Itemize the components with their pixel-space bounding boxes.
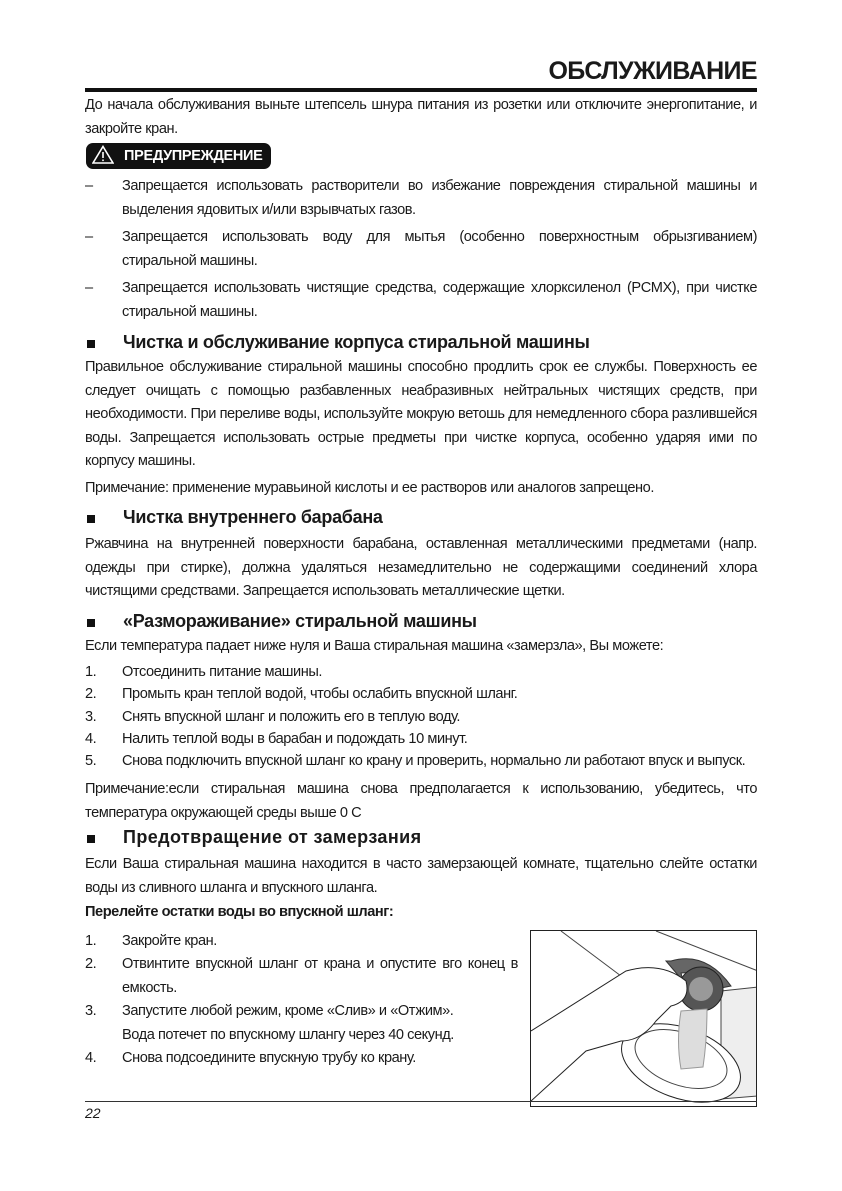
bullet-square-icon <box>85 609 123 633</box>
list-item: 4. Снова подсоедините впускную трубу ко крану. <box>85 1050 416 1067</box>
section-text: Если температура падает ниже нуля и Ваша стиральная машина «замерзла», Вы можете: <box>85 637 664 654</box>
section-note: Примечание: применение муравьиной кислоты и ее растворов или аналогов запрещено. <box>85 479 654 496</box>
list-item: 3. Запустите любой режим, кроме «Слив» и «Отжим». Вода потечет по впускному шлангу через 40 секунд. <box>85 1003 454 1043</box>
subheading: Перелейте остатки воды во впускной шланг: <box>85 904 394 921</box>
bullet-square-icon <box>85 825 123 849</box>
bullet-square-icon <box>85 505 123 529</box>
list-item: 2. Отвинтите впускной шланг от крана и опустите вго конец в емкость. <box>85 956 518 996</box>
section-heading: «Размораживание» стиральной машины <box>85 609 757 633</box>
warning-triangle-icon <box>92 145 114 168</box>
list-item: 4. Налить теплой воды в барабан и подождать 10 минут. <box>85 730 468 747</box>
section-text: Если Ваша стиральная машина находится в часто замерзающей комнате, тщательно слейте остатки воды из сливного шланга и впускного шланга. <box>85 856 757 896</box>
list-item: 1. Отсоединить питание машины. <box>85 664 323 680</box>
section-text: Правильное обслуживание стиральной машины способно продлить срок ее службы. Поверхность ее следует очищать с помощью разбавленных неабразивных нейтральных чистящих средств, при необходимости. При переливе воды, используйте мокрую ветошь для немедленного сбора разлившейся воды. Запрещается использовать острые предметы при чистке корпуса, особенно ударяя ими по корпусу машины. <box>85 359 757 469</box>
intro-text: До начала обслуживания выньте штепсель шнура питания из розетки или отключите энергопитание, и закройте кран. <box>85 97 757 137</box>
list-item: 2. Промыть кран теплой водой, чтобы ослабить впускной шланг. <box>85 686 518 703</box>
list-item: 3. Снять впускной шланг и положить его в теплую воду. <box>85 708 461 725</box>
section-heading: Чистка и обслуживание корпуса стиральной машины <box>85 330 757 354</box>
list-item: – Запрещается использовать воду для мытья (особенно поверхностным обрызгиванием) стиральной машины. <box>85 229 757 269</box>
warning-label: ПРЕДУПРЕЖДЕНИЕ <box>124 148 263 164</box>
thaw-steps-list <box>85 661 757 772</box>
footer-rule <box>85 1101 757 1102</box>
section-heading: Предотвращение от замерзания <box>85 825 757 849</box>
bullet-square-icon <box>85 330 123 354</box>
page-content <box>85 56 757 1107</box>
section-text: Ржавчина на внутренней поверхности барабана, оставленная металлическими предметами (напр. одежды при стирке), должна удаляться незамедлительно не содержащими соединений хлора чистящими средствами. Запрещается использовать металлические щетки. <box>85 536 757 599</box>
list-item: 5. Снова подключить впускной шланг ко крану и проверить, нормально ли работают впуск и выпуск. <box>85 753 746 770</box>
header-rule <box>85 88 757 92</box>
drain-section <box>85 930 757 1071</box>
list-item: – Запрещается использовать растворители во избежание повреждения стиральной машины и выделения ядовитых и/или взрывчатых газов. <box>85 178 757 218</box>
drain-steps-list <box>85 930 518 1071</box>
warning-badge <box>86 143 271 169</box>
list-item: – Запрещается использовать чистящие средства, содержащие хлорксиленол (PCMX), при чистке стиральной машины. <box>85 280 757 320</box>
faucet-illustration <box>530 930 757 1107</box>
list-item: 1. Закройте кран. <box>85 932 217 949</box>
section-heading: Чистка внутреннего барабана <box>85 505 757 529</box>
page-number: 22 <box>85 1105 101 1121</box>
section-note: Примечание:если стиральная машина снова предполагается к использованию, убедитесь, что температура окружающей среды выше 0 С <box>85 781 757 821</box>
warning-badge-wrap <box>85 143 757 169</box>
page-title: ОБСЛУЖИВАНИЕ <box>548 57 757 85</box>
warning-list <box>85 175 757 324</box>
